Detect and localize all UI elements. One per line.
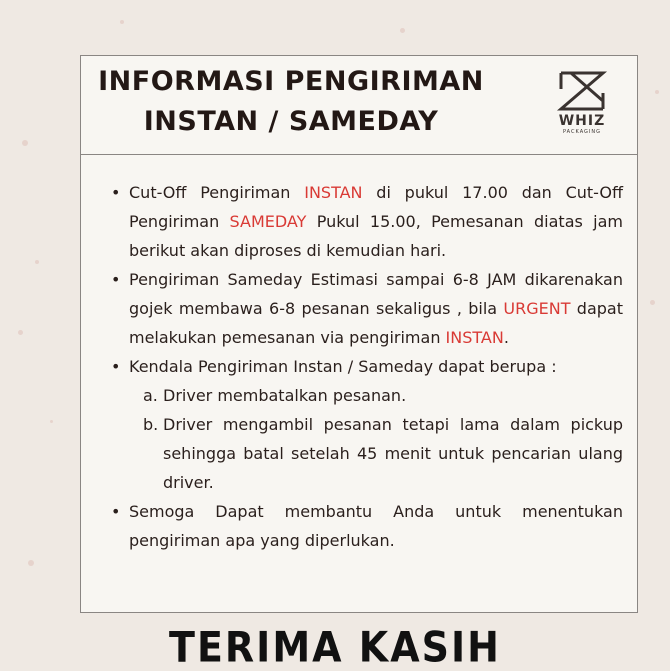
text: Cut-Off Pengiriman [129, 183, 305, 202]
info-body [111, 178, 623, 555]
logo-text: WHIZ [558, 113, 606, 129]
background-speckle [18, 330, 23, 335]
background-speckle [120, 20, 124, 24]
page-title-line1: INFORMASI PENGIRIMAN [98, 66, 484, 97]
highlight-instan: INSTAN [445, 328, 504, 347]
background-speckle [50, 420, 53, 423]
highlight-instan: INSTAN [304, 183, 363, 202]
text: di pukul 17.00 dan Cut-Off Pengiriman [129, 183, 624, 231]
logo-subtext: PACKAGING [562, 129, 601, 135]
text: dapat melakukan pemesanan via pengiriman [129, 299, 623, 347]
background-speckle [655, 90, 659, 94]
list-marker: a. [143, 386, 158, 405]
bullet-issues: • Kendala Pengiriman Instan / Sameday dapat berupa : [111, 352, 623, 381]
bullet-closing: • Semoga Dapat membantu Anda untuk menentukan pengiriman apa yang diperlukan. [111, 497, 623, 555]
text: Driver mengambil pesanan tetapi lama dalam pickup sehingga batal setelah 45 menit untuk pencarian ulang driver. [163, 415, 623, 492]
bullet-cutoff [111, 178, 623, 265]
issue-item-a [111, 381, 623, 410]
highlight-sameday: SAMEDAY [229, 212, 307, 231]
background-speckle [22, 140, 28, 146]
text: Driver membatalkan pesanan. [163, 386, 407, 405]
bullet-estimate [111, 265, 623, 352]
info-card [80, 55, 638, 613]
footer-thanks: TERIMA KASIH [169, 622, 501, 671]
list-marker: b. [143, 415, 159, 434]
background-speckle [35, 260, 39, 264]
highlight-urgent: URGENT [503, 299, 571, 318]
text: Pukul 15.00, Pemesanan diatas jam berikut akan diproses di kemudian hari. [129, 212, 623, 260]
page-title-line2: INSTAN / SAMEDAY [143, 106, 439, 137]
text: . [503, 328, 509, 347]
background-speckle [400, 28, 405, 33]
issue-item-b [111, 410, 623, 497]
text: Pengiriman Sameday Estimasi sampai 6-8 JAM dikarenakan gojek membawa 6-8 pesanan sekaligus , bila [129, 270, 623, 318]
card-header [81, 56, 637, 155]
background-speckle [28, 560, 34, 566]
background-speckle [650, 300, 655, 305]
